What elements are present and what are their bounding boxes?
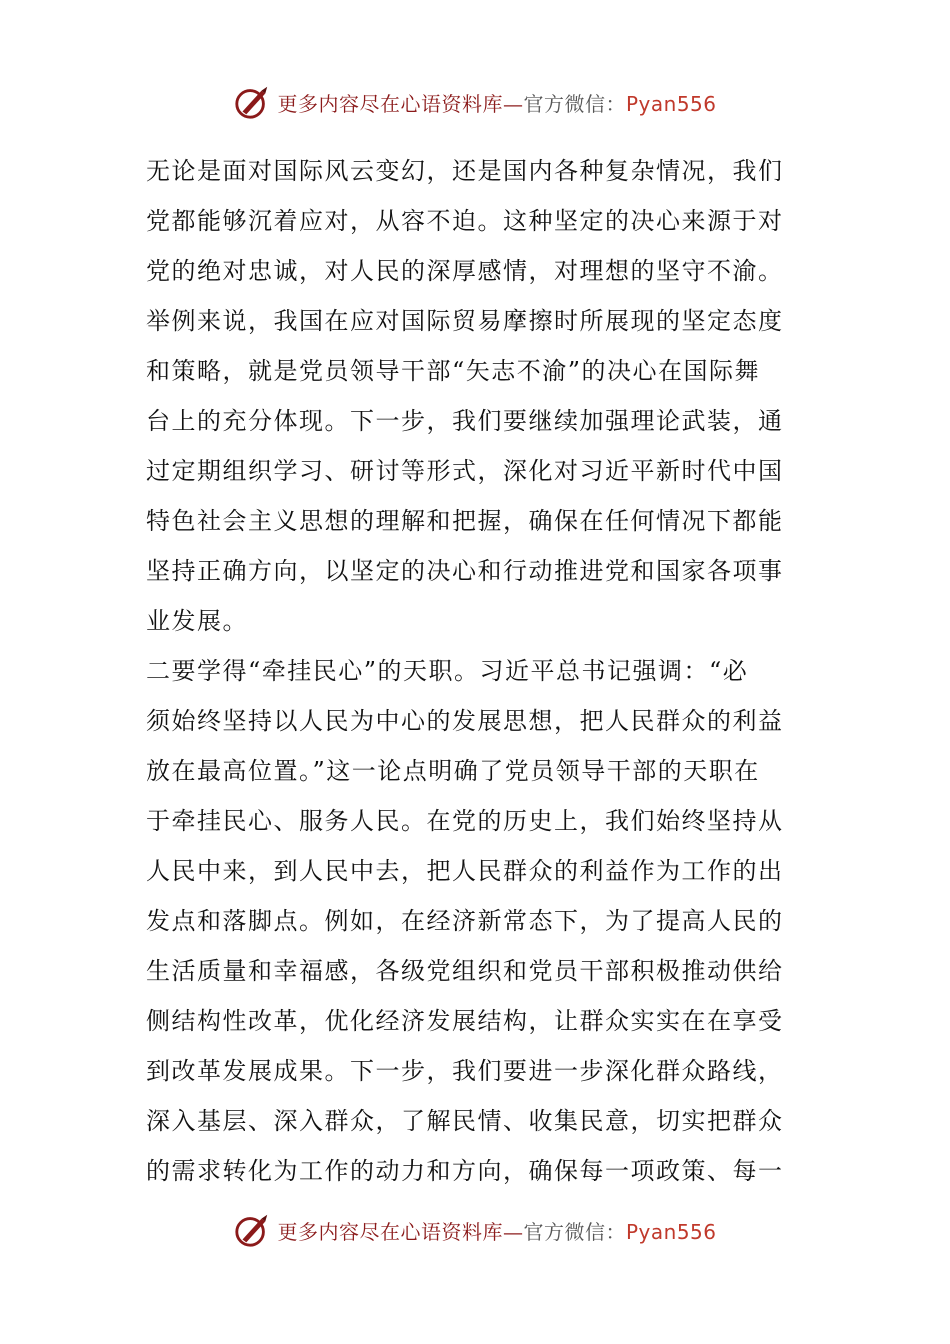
text-line: 深入基层、深入群众，了解民情、收集民意，切实把群众: [146, 1107, 784, 1135]
banner-wechat-id: Pyan556: [625, 91, 717, 116]
text-line: 的需求转化为工作的动力和方向，确保每一项政策、每一: [146, 1157, 784, 1185]
header-banner: [0, 80, 950, 124]
text-line: 党都能够沉着应对，从容不迫。这种坚定的决心来源于对: [146, 207, 784, 235]
text-line: 台上的充分体现。下一步，我们要继续加强理论武装，通: [146, 407, 784, 435]
text-line: 于牵挂民心、服务人民。在党的历史上，我们始终坚持从: [146, 807, 784, 835]
text-line: 到改革发展成果。下一步，我们要进一步深化群众路线，: [146, 1057, 784, 1085]
text-line: 二要学得“牵挂民心”的天职。习近平总书记强调：“必: [146, 657, 749, 685]
pen-circle-logo-icon: [233, 83, 271, 121]
text-line: 业发展。: [146, 607, 248, 635]
text-line: 放在最高位置。”这一论点明确了党员领导干部的天职在: [146, 757, 760, 785]
banner-site-text: 更多内容尽在心语资料库—: [277, 91, 524, 116]
banner-site-text: 更多内容尽在心语资料库—: [277, 1219, 524, 1244]
text-line: 举例来说，我国在应对国际贸易摩擦时所展现的坚定态度: [146, 307, 784, 335]
text-line: 坚持正确方向，以坚定的决心和行动推进党和国家各项事: [146, 557, 784, 585]
banner-wechat-label: 官方微信：: [523, 1219, 626, 1244]
text-line: 须始终坚持以人民为中心的发展思想，把人民群众的利益: [146, 707, 784, 735]
text-line: 过定期组织学习、研讨等形式，深化对习近平新时代中国: [146, 457, 784, 485]
pen-circle-logo-icon: [233, 1211, 271, 1249]
text-line: 生活质量和幸福感，各级党组织和党员干部积极推动供给: [146, 957, 784, 985]
text-line: 侧结构性改革，优化经济发展结构，让群众实实在在享受: [146, 1007, 784, 1035]
text-line: 发点和落脚点。例如，在经济新常态下，为了提高人民的: [146, 907, 784, 935]
text-line: 特色社会主义思想的理解和把握，确保在任何情况下都能: [146, 507, 784, 535]
banner-wechat-id: Pyan556: [625, 1219, 717, 1244]
text-line: 无论是面对国际风云变幻，还是国内各种复杂情况，我们: [146, 157, 784, 185]
document-body: [146, 146, 806, 1196]
footer-banner: [0, 1208, 950, 1252]
text-line: 人民中来，到人民中去，把人民群众的利益作为工作的出: [146, 857, 784, 885]
banner-text: [277, 1216, 716, 1245]
banner-text: [277, 88, 716, 117]
text-line: 和策略，就是党员领导干部“矢志不渝”的决心在国际舞: [146, 357, 761, 385]
text-line: 党的绝对忠诚，对人民的深厚感情，对理想的坚守不渝。: [146, 257, 784, 285]
banner-wechat-label: 官方微信：: [523, 91, 626, 116]
